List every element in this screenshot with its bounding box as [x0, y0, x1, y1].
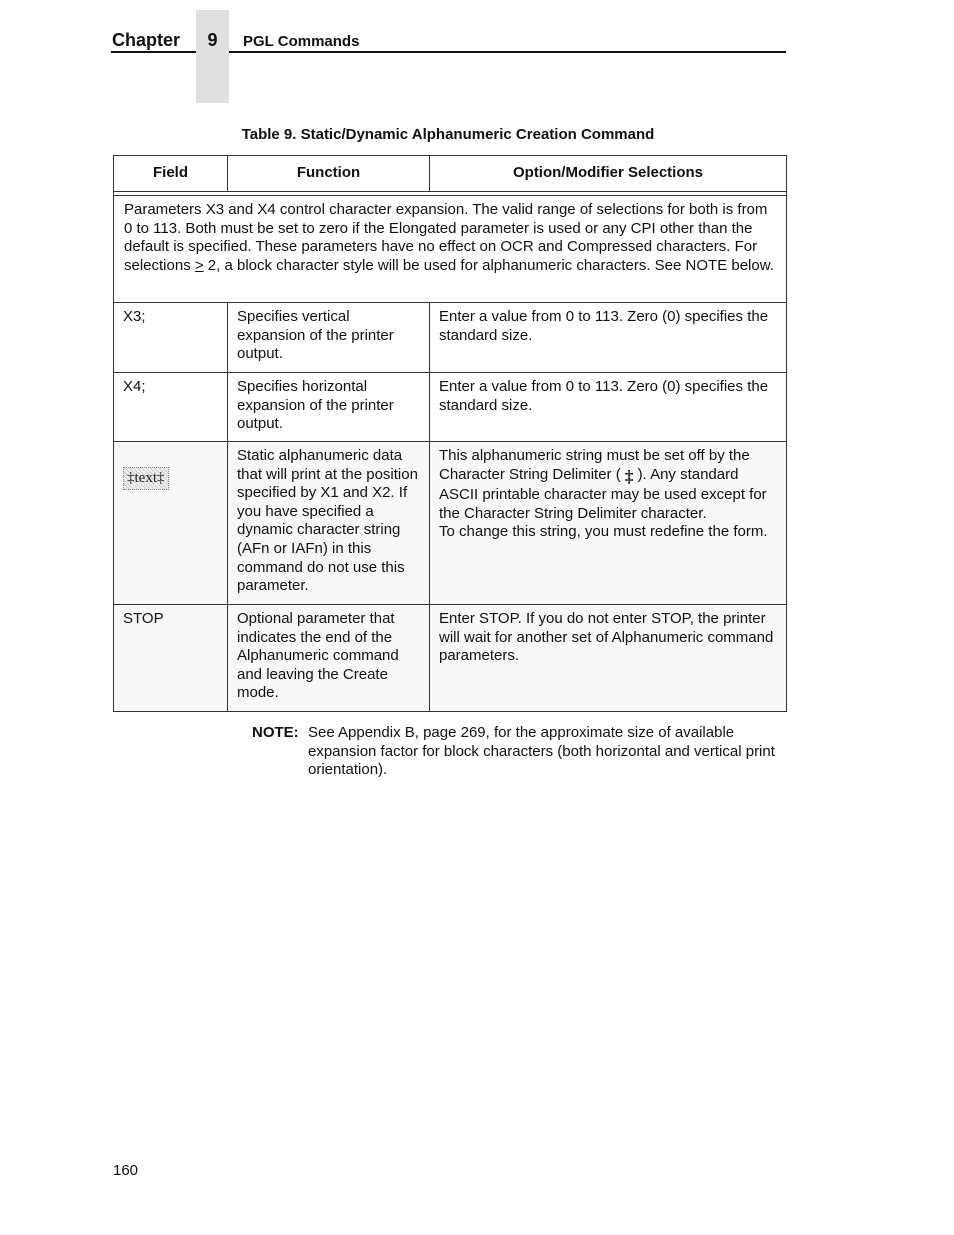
- function-cell: Specifies vertical expansion of the printer output.: [227, 303, 429, 372]
- header-rule-right: [229, 51, 786, 53]
- options-cell: Enter a value from 0 to 113. Zero (0) specifies the standard size.: [429, 303, 786, 372]
- field-cell: [114, 442, 227, 604]
- options-cell: Enter a value from 0 to 113. Zero (0) specifies the standard size.: [429, 373, 786, 441]
- chapter-label: Chapter: [112, 30, 181, 50]
- note-text: See Appendix B, page 269, for the approximate size of available expansion factor for block characters (both horizontal and vertical print orientation).: [308, 724, 775, 779]
- options-cell: Enter STOP. If you do not enter STOP, the printer will wait for another set of Alphanumeric command parameters.: [429, 605, 786, 711]
- command-table: [113, 155, 787, 712]
- function-cell: Static alphanumeric data that will print at the position specified by X1 and X2. If you have specified a dynamic character string (AFn or IAFn) in this command do not use this parameter.: [227, 442, 429, 604]
- table-row-x3: [114, 302, 786, 372]
- table-row-text: [114, 441, 786, 604]
- chapter-tab: [196, 10, 229, 103]
- note-label: NOTE:: [252, 724, 299, 741]
- greater-or-equal-symbol: >: [194, 256, 204, 274]
- text-parameter-chip: ‡text‡: [123, 467, 169, 490]
- table-header-row: [114, 156, 786, 192]
- field-cell: X4;: [123, 378, 146, 395]
- table-row-stop: [114, 604, 786, 711]
- intro-paragraph: Parameters X3 and X4 control character expansion. The valid range of selections for both is from 0 to 113. Both must be set to zero if the Elongated parameter is used or any CPI other than the default is specified. These parameters have no effect on OCR and Compressed characters. For selections > 2, a block character style will be used for alphanumeric characters. See NOTE below.: [124, 201, 774, 274]
- field-cell: X3;: [123, 308, 146, 325]
- double-dagger-icon: ‡: [624, 466, 634, 486]
- column-header-field: Field: [152, 164, 188, 182]
- function-cell: Specifies horizontal expansion of the printer output.: [227, 373, 429, 441]
- chapter-number: 9: [207, 30, 218, 50]
- column-header-function: Function: [227, 156, 429, 191]
- column-header-options: Option/Modifier Selections: [429, 156, 786, 191]
- function-cell: Optional parameter that indicates the end of the Alphanumeric command and leaving the Create mode.: [227, 605, 429, 711]
- table-row-intro: [114, 195, 786, 302]
- page-number: 160: [113, 1162, 139, 1179]
- header-rule-left: [111, 51, 196, 53]
- options-cell: This alphanumeric string must be set off by the Character String Delimiter ( ‡ ). Any standard ASCII printable character may be used except for the Character String Delimiter character. To change this string, you must redefine the form.: [429, 442, 786, 604]
- table-caption: Table 9. Static/Dynamic Alphanumeric Creation Command: [241, 126, 655, 143]
- field-cell: STOP: [123, 610, 164, 627]
- table-row-x4: [114, 372, 786, 441]
- section-title: PGL Commands: [243, 33, 360, 50]
